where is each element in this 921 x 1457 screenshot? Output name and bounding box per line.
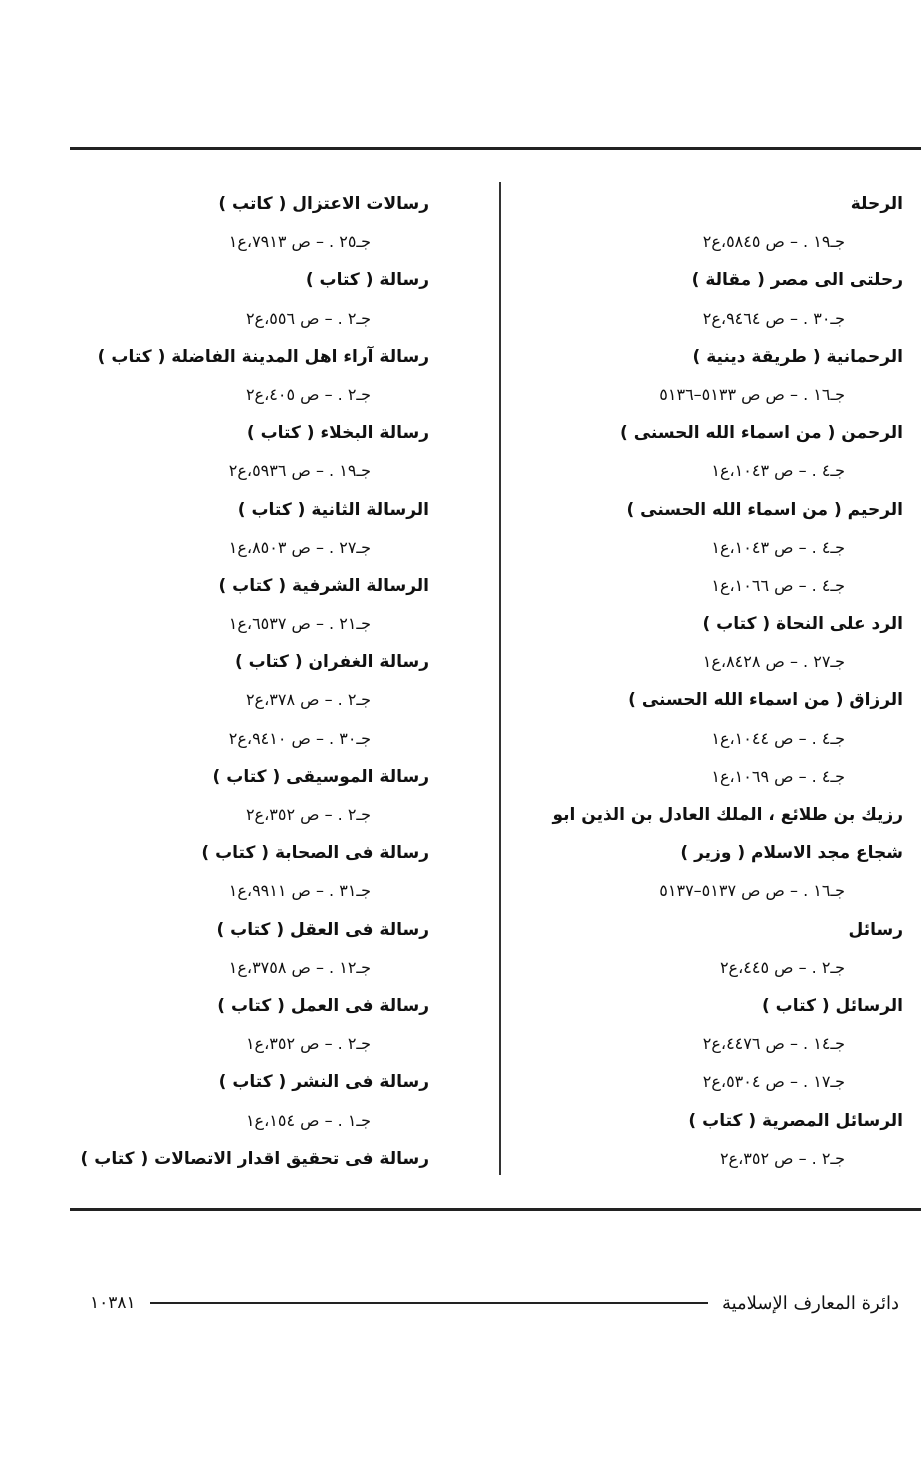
index-entry-reference: جـ٢ . – ص ٤٠٥،ع٢ (245, 384, 371, 404)
index-entry-heading: شجاع مجد الاسلام ( وزير ) (680, 843, 903, 864)
bottom-rule (70, 1208, 921, 1211)
index-entry-reference: جـ١٩ . – ص ٥٨٤٥،ع٢ (702, 232, 845, 252)
index-entry-heading: الرحمانية ( طريقة دينية ) (692, 346, 903, 367)
index-entry-reference: جـ١٦ . – ص ص ٥١٣٣–٥١٣٦ (659, 384, 845, 404)
index-entry-heading: الرحلة (850, 194, 903, 214)
index-entry-reference: جـ٢ . – ص ٣٥٢،ع١ (245, 1034, 371, 1054)
index-entry-heading: رسائل (848, 919, 903, 940)
index-entry-reference: جـ٢ . – ص ٣٧٨،ع٢ (245, 690, 371, 710)
index-entry-heading: رحلتى الى مصر ( مقالة ) (691, 270, 903, 291)
index-entry-heading: الرحمن ( من اسماء الله الحسنى ) (620, 423, 903, 444)
index-entry-reference: جـ٢ . – ص ٥٥٦،ع٢ (245, 308, 371, 328)
index-entry-reference: جـ٤ . – ص ١٠٦٦،ع١ (711, 575, 845, 595)
index-entry-reference: جـ٣٠ . – ص ٩٤١٠،ع٢ (228, 728, 371, 748)
index-entry-reference: جـ٤ . – ص ١٠٤٣،ع١ (711, 537, 845, 557)
index-entry-reference: جـ٢ . – ص ٣٥٢،ع٢ (719, 1148, 845, 1168)
index-entry-heading: رسالة آراء اهل المدينة الفاضلة ( كتاب ) (97, 346, 429, 367)
index-entry-heading: رسالة فى تحقيق اقدار الاتصالات ( كتاب ) (80, 1148, 429, 1169)
index-entry-heading: رسالة الغفران ( كتاب ) (234, 652, 429, 673)
index-entry-heading: الرحيم ( من اسماء الله الحسنى ) (626, 499, 903, 520)
page-number: ١٠٣٨١ (90, 1293, 136, 1313)
index-entry-reference: جـ١٧ . – ص ٥٣٠٤،ع٢ (702, 1072, 845, 1092)
index-entry-heading: رزيك بن طلائع ، الملك العادل بن الذين ابو (552, 805, 903, 825)
index-entry-heading: الرسالة الثانية ( كتاب ) (237, 499, 429, 520)
index-entry-reference: جـ٢٧ . – ص ٨٥٠٣،ع١ (228, 537, 371, 557)
index-entry-reference: جـ٢ . – ص ٣٥٢،ع٢ (245, 805, 371, 824)
index-entry-heading: الرسائل المصرية ( كتاب ) (688, 1110, 903, 1131)
index-entry-reference: جـ٣٠ . – ص ٩٤٦٤،ع٢ (702, 308, 845, 328)
index-entry-heading: الرسائل ( كتاب ) (761, 995, 903, 1016)
index-entry-heading: رسالة فى الصحابة ( كتاب ) (201, 843, 429, 864)
top-rule (70, 147, 921, 150)
index-entry-heading: الرد على النحاة ( كتاب ) (702, 614, 903, 635)
index-entry-reference: جـ٢ . – ص ٤٤٥،ع٢ (719, 957, 845, 977)
footer-leader-line (150, 1302, 708, 1304)
index-entry-reference: جـ٤ . – ص ١٠٤٣،ع١ (711, 461, 845, 481)
footer-title: دائرة المعارف الإسلامية (721, 1292, 899, 1314)
index-entry-heading: رسالة فى العقل ( كتاب ) (216, 919, 429, 940)
index-entry-reference: جـ١ . – ص ١٥٤،ع١ (245, 1110, 371, 1130)
index-entry-heading: رسالة الموسيقى ( كتاب ) (212, 766, 429, 787)
left-column (9, 185, 429, 1178)
index-entry-reference: جـ٢٧ . – ص ٨٤٢٨،ع١ (702, 652, 845, 672)
index-entry-reference: جـ٤ . – ص ١٠٦٩،ع١ (711, 766, 845, 786)
index-entry-heading: رسالة ( كتاب ) (305, 270, 429, 291)
index-entry-reference: جـ٢١ . – ص ٦٥٣٧،ع١ (228, 614, 371, 634)
index-entry-reference: جـ١٢ . – ص ٣٧٥٨،ع١ (228, 957, 371, 977)
index-entry-heading: الرزاق ( من اسماء الله الحسنى ) (628, 690, 903, 711)
index-entry-heading: رسالة البخلاء ( كتاب ) (246, 423, 429, 444)
index-entry-heading: الرسالة الشرفية ( كتاب ) (218, 575, 429, 596)
page-footer (90, 1288, 899, 1318)
index-entry-reference: جـ١٩ . – ص ٥٩٣٦،ع٢ (228, 461, 371, 481)
index-entry-reference: جـ٤ . – ص ١٠٤٤،ع١ (711, 728, 845, 748)
index-entry-heading: رسالة فى العمل ( كتاب ) (217, 995, 429, 1016)
index-entry-heading: رسالة فى النشر ( كتاب ) (218, 1072, 429, 1093)
index-entry-heading: رسالات الاعتزال ( كاتب ) (218, 194, 429, 214)
index-entry-reference: جـ٢٥ . – ص ٧٩١٣،ع١ (228, 232, 371, 252)
index-entry-reference: جـ٣١ . – ص ٩٩١١،ع١ (228, 881, 371, 901)
right-column (448, 185, 903, 1178)
index-entry-reference: جـ١٦ . – ص ص ٥١٣٧–٥١٣٧ (659, 881, 845, 901)
index-entry-reference: جـ١٤ . – ص ٤٤٧٦،ع٢ (702, 1034, 845, 1054)
